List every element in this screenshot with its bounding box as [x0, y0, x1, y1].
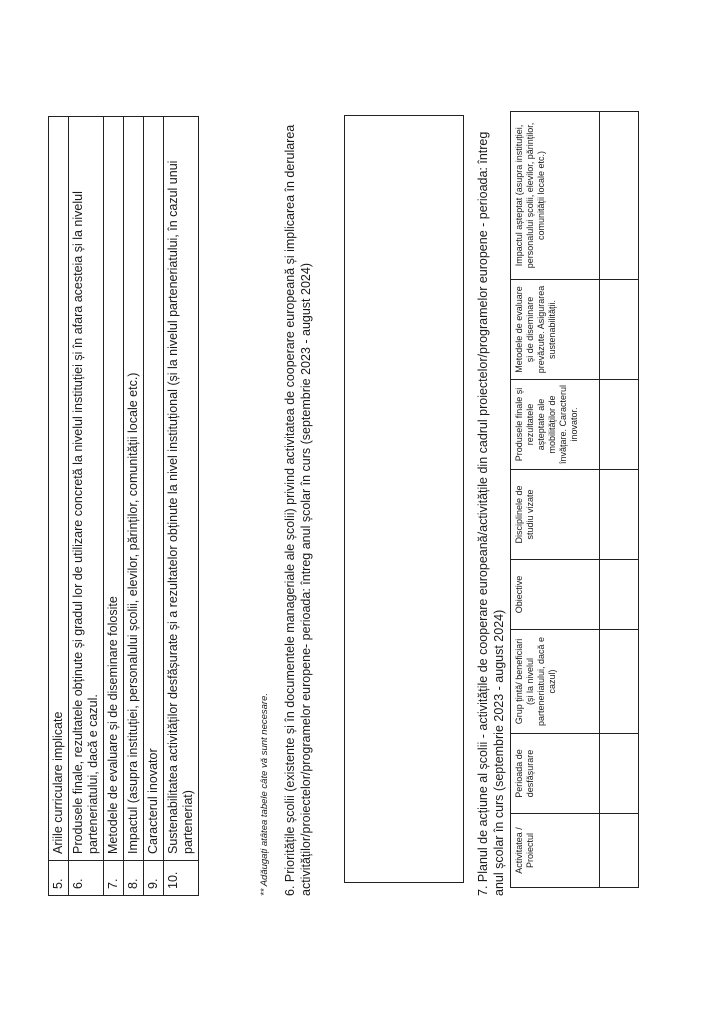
table-row [600, 112, 639, 888]
empty-cell [600, 470, 639, 560]
column-header-objectives: Obiective [511, 560, 600, 630]
row-number: 6. [69, 861, 104, 896]
row-number: 10. [164, 861, 199, 896]
column-header-evaluation: Metodele de evaluare și de diseminare prevăzute. Asigurarea sustenabilității. [511, 280, 600, 380]
row-number: 9. [144, 861, 164, 896]
section-6-answer-box [344, 115, 464, 883]
table-row [69, 117, 104, 896]
empty-cell [600, 814, 639, 888]
column-header-target-group: Grup țintă/ beneficiari (și la nivelul parteneriatului, dacă e cazul) [511, 630, 600, 734]
table-row [124, 117, 144, 896]
empty-cell [600, 734, 639, 814]
action-plan-table [510, 111, 639, 888]
table-row [104, 117, 124, 896]
footnote-marker: ** [259, 888, 270, 896]
row-label: Metodele de evaluare și de diseminare folosite [104, 117, 124, 861]
column-header-period: Perioada de desfășurare [511, 734, 600, 814]
row-label: Ariile curriculare implicate [49, 117, 69, 861]
table-row [49, 117, 69, 896]
section-6-heading: 6. Prioritățile școlii (existente și în documentele manageriale ale școlii) privind activitatea de cooperare europeană și implicarea în derularea activităților/proiectelor/programelor europene- perioada: întreg anul școlar în curs (septembrie 2023 - august 2024) [283, 124, 313, 896]
project-details-table [48, 116, 199, 896]
table-header-row [511, 112, 600, 888]
empty-cell [600, 380, 639, 470]
footnote [259, 693, 270, 896]
column-header-impact: Impactul așteptat (asupra instituției, personalului școlii, elevilor, părinților, comunității locale etc.) [511, 112, 600, 280]
row-label: Caracterul inovator [144, 117, 164, 861]
row-number: 7. [104, 861, 124, 896]
table-row [144, 117, 164, 896]
column-header-activity: Activitatea / Proiectul [511, 814, 600, 888]
footnote-text: Adăugați atâtea tabele câte vă sunt necesare. [259, 692, 270, 887]
row-label: Sustenabilitatea activităților desfășurate și a rezultatelor obținute la nivel instituțional (și la nivelul parteneriatului, în cazul unui parteneriat) [164, 117, 199, 861]
column-header-outputs: Produsele finale și rezultatele așteptate ale mobilităților de învățare. Caracterul inovator. [511, 380, 600, 470]
row-label: Produsele finale, rezultatele obținute și gradul lor de utilizare concretă la nivelul instituției și în afara acesteia și la nivelul parteneriatului, dacă e cazul. [69, 117, 104, 861]
row-label: Impactul (asupra instituției, personalului școlii, elevilor, părinților, comunității locale etc.) [124, 117, 144, 861]
row-number: 8. [124, 861, 144, 896]
column-header-subjects: Disciplinele de studiu vizate [511, 470, 600, 560]
empty-cell [600, 112, 639, 280]
table-row [164, 117, 199, 896]
empty-cell [600, 630, 639, 734]
empty-cell [600, 280, 639, 380]
empty-cell [600, 560, 639, 630]
section-7-heading: 7. Planul de acțiune al școlii - activitățile de cooperare europeană/activitățile din cadrul proiectelor/programelor europene - perioada: întreg anul școlar în curs (septembrie 2023 - august 2024) [476, 131, 506, 896]
row-number: 5. [49, 861, 69, 896]
